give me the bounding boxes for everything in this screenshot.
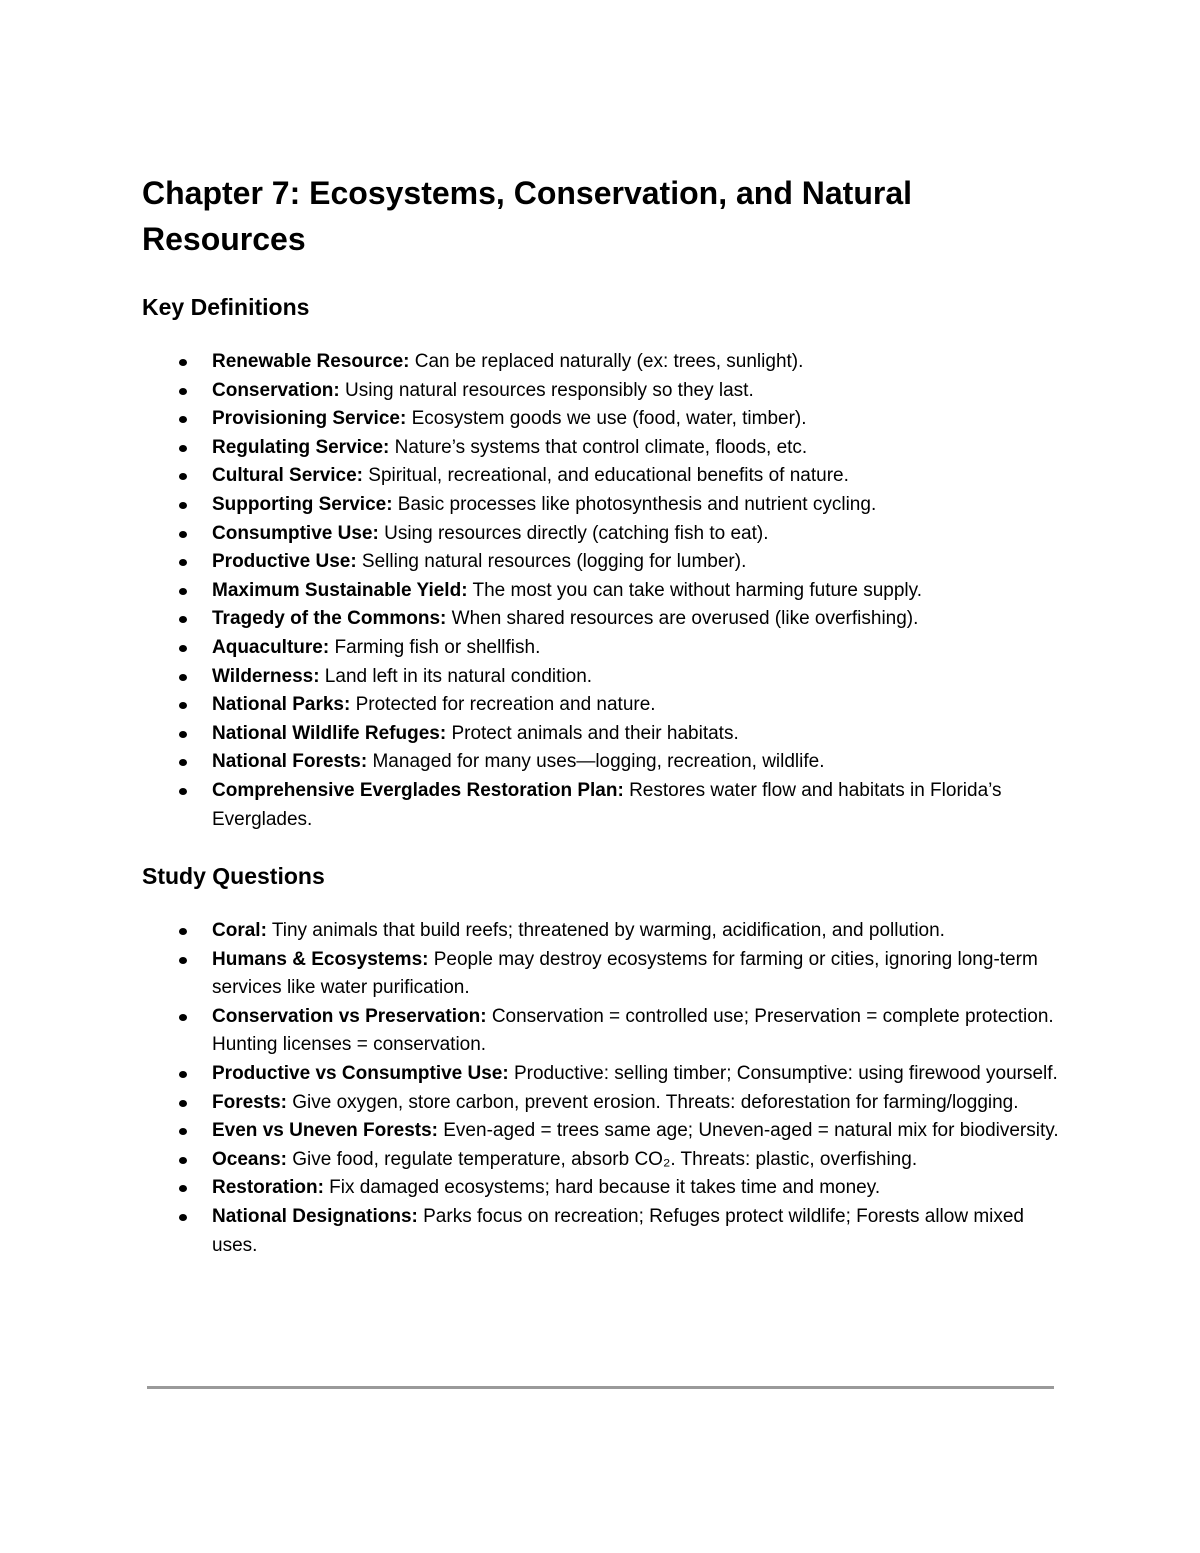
bullet-icon [179,1157,187,1164]
question-term: Restoration: [212,1177,324,1199]
definition-text: When shared resources are overused (like overfishing). [446,608,919,630]
bullet-icon [179,928,187,935]
bullet-icon [179,416,187,423]
question-text: Tiny animals that build reefs; threatened by warming, acidification, and pollution. [266,920,945,941]
definition-item [142,691,1060,720]
question-term: Even vs Uneven Forests: [212,1120,438,1142]
bullet-icon [179,1185,187,1192]
definition-item [142,577,1060,606]
bullet-icon [179,388,187,395]
question-item [142,1003,1060,1060]
bullet-icon [179,788,187,795]
bullet-icon [179,359,187,366]
bullet-icon [179,1128,187,1135]
definition-term: Productive Use: [212,551,357,573]
question-item [142,1117,1060,1146]
definition-term: Maximum Sustainable Yield: [212,579,468,601]
definition-term: Provisioning Service: [212,408,407,430]
question-term: Productive vs Consumptive Use: [212,1062,509,1084]
horizontal-divider [147,1386,1054,1389]
question-item [142,1060,1060,1089]
question-term: Forests: [212,1091,287,1113]
question-text: Even-aged = trees same age; Uneven-aged = natural mix for biodiversity. [437,1120,1059,1142]
definition-item [142,348,1060,377]
study-questions-list [142,917,1060,1260]
definition-item [142,777,1060,834]
key-definitions-heading: Key Definitions [142,294,310,320]
question-item [142,1174,1060,1203]
bullet-icon [179,731,187,738]
definition-item [142,605,1060,634]
definition-term: Wilderness: [212,665,320,687]
definition-text: Protected for recreation and nature. [350,694,656,716]
definition-text: Using resources directly (catching fish to eat). [378,522,769,544]
question-item [142,1146,1060,1175]
definition-text: Spiritual, recreational, and educational benefits of nature. [363,465,849,487]
question-item [142,1203,1060,1260]
definition-item [142,377,1060,406]
definition-term: Tragedy of the Commons: [212,608,447,630]
definition-item [142,434,1060,463]
bullet-icon [179,759,187,766]
definition-text: Restores water flow and habitats in Florida’s Everglades. [212,779,1002,830]
bullet-icon [179,702,187,709]
definition-term: Cultural Service: [212,465,363,487]
question-term: Humans & Ecosystems: [212,948,429,970]
definition-term: Supporting Service: [212,493,393,515]
bullet-icon [179,1071,187,1078]
question-text: People may destroy ecosystems for farming or cities, ignoring long-term services like water purification. [212,948,1038,999]
definition-term: Consumptive Use: [212,522,379,544]
question-term: Conservation vs Preservation: [212,1005,487,1027]
definition-text: Basic processes like photosynthesis and nutrient cycling. [392,493,877,515]
bullet-icon [179,645,187,652]
question-term: National Designations: [212,1205,418,1227]
definition-term: National Parks: [212,694,351,716]
definition-item [142,720,1060,749]
definition-text: The most you can take without harming future supply. [467,579,923,601]
bullet-icon [179,1100,187,1107]
question-term: Oceans: [212,1148,287,1170]
definition-item [142,491,1060,520]
bullet-icon [179,531,187,538]
bullet-icon [179,588,187,595]
definition-term: Renewable Resource: [212,351,410,372]
definition-term: Conservation: [212,379,340,401]
definition-item [142,634,1060,663]
bullet-icon [179,559,187,566]
definition-text: Using natural resources responsibly so they last. [339,379,754,401]
question-text: Give food, regulate temperature, absorb CO₂. Threats: plastic, overfishing. [286,1148,918,1170]
definition-term: National Forests: [212,751,368,773]
bullet-icon [179,473,187,480]
question-item [142,917,1060,946]
study-questions-heading: Study Questions [142,863,325,889]
definition-text: Ecosystem goods we use (food, water, timber). [406,408,807,430]
question-text: Give oxygen, store carbon, prevent erosion. Threats: deforestation for farming/logging. [286,1091,1019,1113]
bullet-icon [179,674,187,681]
definition-item [142,520,1060,549]
definition-term: Aquaculture: [212,636,330,658]
bullet-icon [179,445,187,452]
bullet-icon [179,957,187,964]
definition-text: Can be replaced naturally (ex: trees, sunlight). [409,351,804,372]
bullet-icon [179,1014,187,1021]
definition-text: Nature’s systems that control climate, floods, etc. [389,436,808,458]
question-item [142,946,1060,1003]
definition-item [142,462,1060,491]
definition-text: Farming fish or shellfish. [329,636,541,658]
page-title: Chapter 7: Ecosystems, Conservation, and Natural Resources [142,175,912,257]
key-definitions-list [142,348,1060,834]
definition-term: Comprehensive Everglades Restoration Plan: [212,779,624,801]
definition-text: Land left in its natural condition. [319,665,593,687]
question-item [142,1089,1060,1118]
definition-term: National Wildlife Refuges: [212,722,447,744]
definition-text: Managed for many uses—logging, recreation, wildlife. [367,751,825,773]
bullet-icon [179,502,187,509]
definition-item [142,548,1060,577]
definition-text: Selling natural resources (logging for lumber). [356,551,747,573]
question-text: Productive: selling timber; Consumptive: using firewood yourself. [508,1062,1058,1084]
question-text: Fix damaged ecosystems; hard because it takes time and money. [323,1177,881,1199]
question-text: Conservation = controlled use; Preservation = complete protection. Hunting licenses = conservation. [212,1005,1054,1056]
definition-item [142,405,1060,434]
definition-item [142,748,1060,777]
question-term: Coral: [212,920,267,941]
definition-term: Regulating Service: [212,436,390,458]
bullet-icon [179,1214,187,1221]
definition-item [142,663,1060,692]
question-text: Parks focus on recreation; Refuges protect wildlife; Forests allow mixed uses. [212,1205,1025,1256]
definition-text: Protect animals and their habitats. [446,722,739,744]
bullet-icon [179,616,187,623]
